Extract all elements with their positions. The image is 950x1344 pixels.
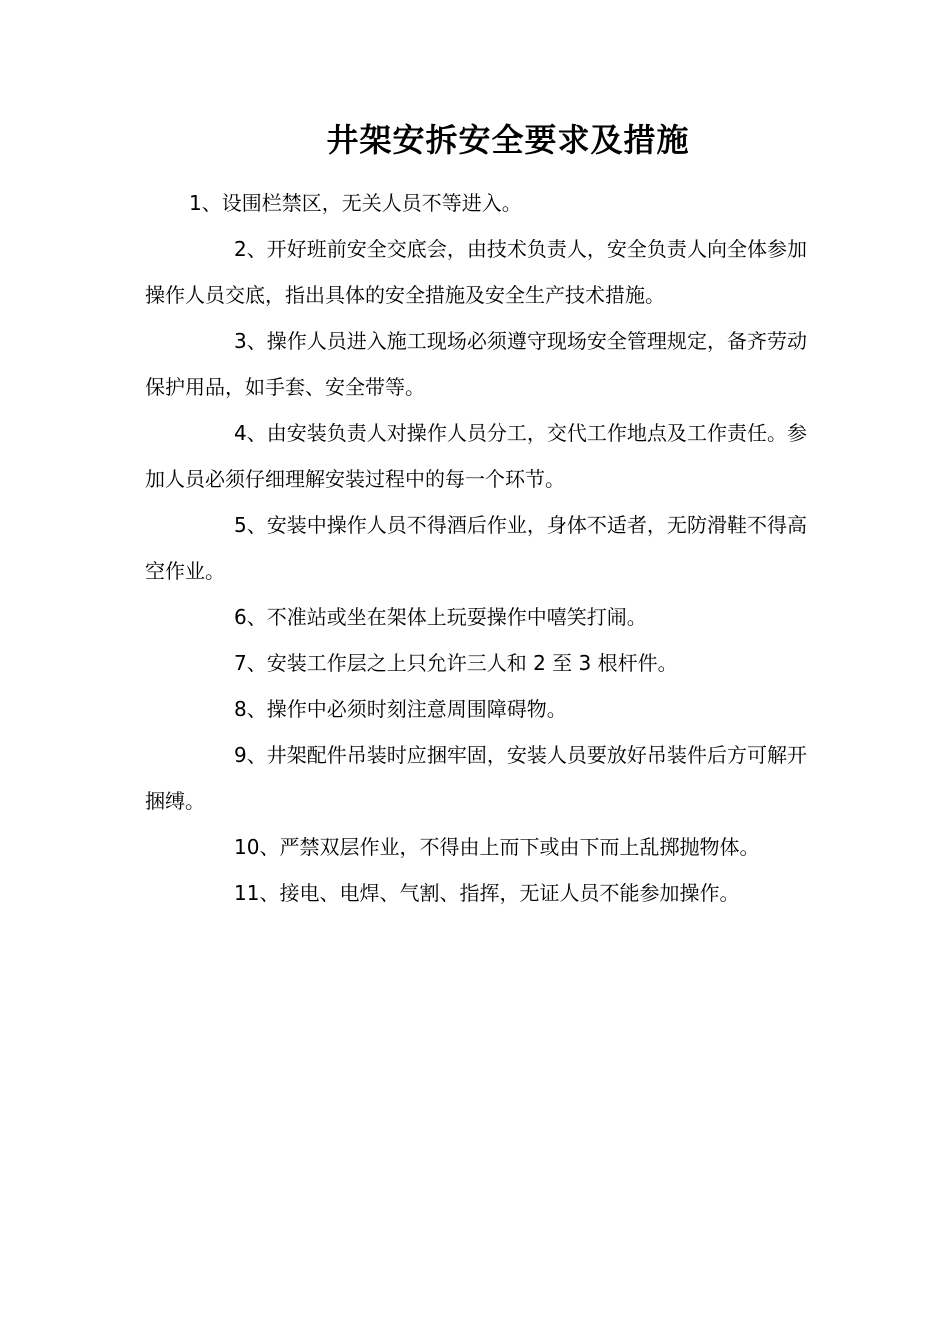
list-item: 2、开好班前安全交底会，由技术负责人，安全负责人向全体参加操作人员交底，指出具体的安全措施及安全生产技术措施。 [145,237,807,307]
list-item: 6、不准站或坐在架体上玩耍操作中嘻笑打闹。 [234,605,647,629]
list-item: 3、操作人员进入施工现场必须遵守现场安全管理规定，备齐劳动保护用品，如手套、安全带等。 [145,329,807,399]
list-item: 11、接电、电焊、气割、指挥，无证人员不能参加操作。 [234,881,740,905]
list-item: 9、井架配件吊装时应捆牢固，安装人员要放好吊装件后方可解开捆缚。 [145,743,807,813]
document-title: 井架安拆安全要求及措施 [326,121,690,159]
list-item: 8、操作中必须时刻注意周围障碍物。 [234,697,567,721]
list-item: 4、由安装负责人对操作人员分工，交代工作地点及工作责任。参加人员必须仔细理解安装过程中的每一个环节。 [145,421,807,491]
list-item: 10、严禁双层作业，不得由上而下或由下而上乱掷抛物体。 [234,835,760,859]
document-body [145,180,807,916]
list-item: 1、设围栏禁区，无关人员不等进入。 [189,191,522,215]
list-item: 5、安装中操作人员不得酒后作业，身体不适者，无防滑鞋不得高空作业。 [145,513,807,583]
list-item: 7、安装工作层之上只允许三人和 2 至 3 根杆件。 [234,651,678,675]
